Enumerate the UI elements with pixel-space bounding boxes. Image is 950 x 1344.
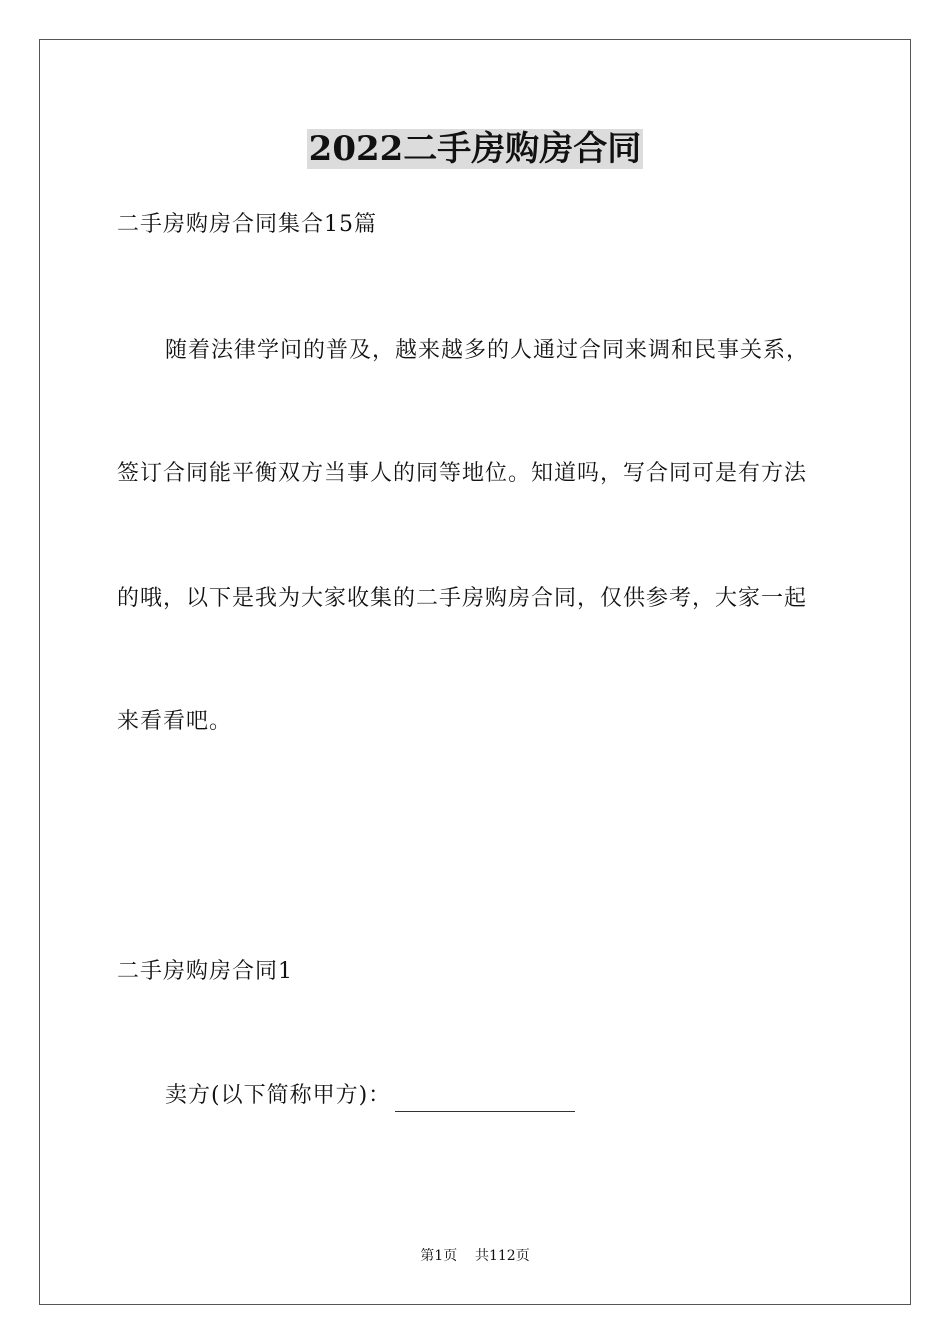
- intro-line-2: 签订合同能平衡双方当事人的同等地位。知道吗，写合同可是有方法: [117, 461, 808, 486]
- intro-line-3: 的哦，以下是我为大家收集的二手房购房合同，仅供参考，大家一起: [117, 586, 808, 611]
- document-title: [0, 126, 950, 172]
- intro-line-4: 来看看吧。: [117, 709, 233, 734]
- page-footer: 第1页 共112页: [420, 1248, 530, 1264]
- seller-label: 卖方(以下简称甲方)：: [165, 1083, 392, 1108]
- seller-name-blank: [395, 1089, 575, 1112]
- intro-line-1: 随着法律学问的普及，越来越多的人通过合同来调和民事关系，: [165, 338, 810, 363]
- section-heading: 二手房购房合同1: [117, 959, 293, 984]
- seller-line: [165, 1080, 575, 1112]
- document-subtitle: 二手房购房合同集合15篇: [117, 212, 377, 237]
- document-title-text: 2022二手房购房合同: [308, 129, 642, 169]
